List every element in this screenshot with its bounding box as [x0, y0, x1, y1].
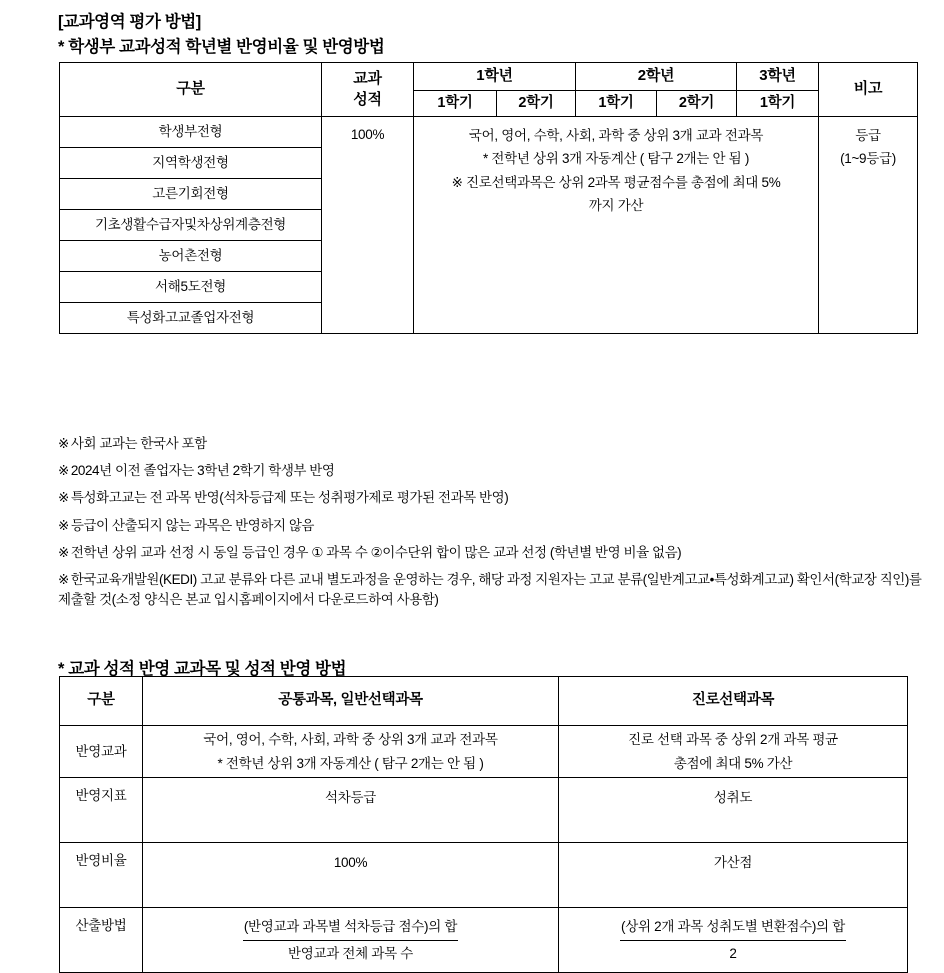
header-career-subjects: 진로선택과목: [559, 677, 908, 726]
note-text: 특성화고교는 전 과목 반영(석차등급제 또는 성취평가제로 평가된 전과목 반영): [70, 490, 509, 506]
detail-line-3: ※ 진로선택과목은 상위 2과목 평균점수를 총점에 최대 5%: [451, 174, 781, 190]
header-grade-1: 1학년: [414, 63, 576, 91]
row-label-nongeochon: 농어촌전형: [60, 241, 322, 272]
cell-biyul-common: 100%: [143, 843, 559, 908]
header-bigo: 비고: [819, 63, 918, 117]
formula-numerator: (반영교과 과목별 석차등급 점수)의 합: [243, 916, 458, 940]
table-row: [60, 726, 908, 778]
row-label-gicho: 기초생활수급자및차상위계층전형: [60, 210, 322, 241]
formula-career: [620, 916, 846, 965]
note-mark-icon: ※: [58, 544, 69, 560]
cell-biyul-career: 가산점: [559, 843, 908, 908]
note-text: 2024년 이전 졸업자는 3학년 2학기 학생부 반영: [70, 463, 335, 479]
row-label-goreun: 고른기회전형: [60, 179, 322, 210]
detail-line-4: 까지 가산: [588, 197, 644, 213]
rowhead-banyeong-biyul: 반영비율: [60, 843, 143, 908]
notes-list: [58, 434, 936, 617]
section-title-grade-ratio: * 학생부 교과성적 학년별 반영비율 및 반영방법: [58, 38, 385, 56]
line-2: 총점에 최대 5% 가산: [673, 755, 793, 771]
row-label-jiyeok: 지역학생전형: [60, 148, 322, 179]
note-text: 사회 교과는 한국사 포함: [70, 436, 207, 451]
cell-jipyo-common: 석차등급: [143, 778, 559, 843]
table-subject-reflection: [59, 676, 908, 973]
table-row: [60, 908, 908, 973]
note-item: [58, 516, 936, 536]
row-label-seohae5do: 서해5도전형: [60, 272, 322, 303]
section-title-subject-method: * 교과 성적 반영 교과목 및 성적 반영 방법: [58, 660, 347, 678]
note-mark-icon: ※: [58, 572, 69, 588]
header-gyogwa-seongjeok: 교과 성적: [322, 63, 414, 117]
note-item: [58, 570, 936, 609]
note-mark-icon: ※: [58, 436, 69, 451]
rowhead-banyeong-jipyo: 반영지표: [60, 778, 143, 843]
header-common-subjects: 공통과목, 일반선택과목: [143, 677, 559, 726]
table-row: [60, 778, 908, 843]
document-title: [교과영역 평가 방법]: [58, 13, 201, 31]
formula-numerator: (상위 2개 과목 성취도별 변환점수)의 합: [620, 916, 846, 940]
header-gubun-2: 구분: [60, 677, 143, 726]
table-header-row: [60, 677, 908, 726]
note-item: [58, 488, 936, 508]
detail-line-1: 국어, 영어, 수학, 사회, 과학 중 상위 3개 교과 전과목: [468, 128, 764, 144]
note-item: [58, 543, 936, 563]
note-mark-icon: ※: [58, 463, 69, 479]
header-g2-term1: 1학기: [576, 90, 657, 117]
table-row: [60, 117, 918, 148]
cell-gyogwa-percent: 100%: [322, 117, 414, 334]
cell-banyeong-common: [143, 726, 559, 778]
row-label-haksaengbu: 학생부전형: [60, 117, 322, 148]
formula-common: [243, 916, 458, 965]
cell-sanchul-career: [559, 908, 908, 973]
line-1: 진로 선택 과목 중 상위 2개 과목 평균: [628, 732, 838, 747]
line-1: 국어, 영어, 수학, 사회, 과학 중 상위 3개 교과 전과목: [203, 732, 498, 747]
note-mark-icon: ※: [58, 490, 69, 506]
note-text: 전학년 상위 교과 선정 시 동일 등급인 경우 ① 과목 수 ②이수단위 합이 많은 교과 선정 (학년별 반영 비율 없음): [70, 544, 682, 560]
note-item: [58, 461, 936, 481]
header-g1-term2: 2학기: [497, 90, 576, 117]
cell-banyeong-career: [559, 726, 908, 778]
note-item: [58, 434, 936, 454]
line-2: * 전학년 상위 3개 자동계산 ( 탐구 2개는 안 됨 ): [217, 755, 484, 771]
detail-line-2: * 전학년 상위 3개 자동계산 ( 탐구 2개는 안 됨 ): [482, 151, 750, 167]
table-header-row-1: [60, 63, 918, 91]
header-grade-2: 2학년: [576, 63, 737, 91]
cell-jipyo-career: 성취도: [559, 778, 908, 843]
row-label-teukseonghwa: 특성화고교졸업자전형: [60, 303, 322, 334]
rowhead-sanchul-bangbeop: 산출방법: [60, 908, 143, 973]
header-g3-term1: 1학기: [737, 90, 819, 117]
header-g1-term1: 1학기: [414, 90, 497, 117]
formula-denominator: 반영교과 전체 과목 수: [287, 945, 414, 961]
note-mark-icon: ※: [58, 517, 69, 533]
cell-bigo-value: [819, 117, 918, 334]
formula-denominator: 2: [729, 945, 737, 961]
header-g2-term2: 2학기: [657, 90, 737, 117]
bigo-line-2: (1~9등급): [840, 151, 896, 167]
bigo-line-1: 등급: [855, 128, 881, 144]
header-grade-3: 3학년: [737, 63, 819, 91]
cell-subject-detail: [414, 117, 819, 334]
header-gubun: 구분: [60, 63, 322, 117]
rowhead-banyeong-gyogwa: 반영교과: [60, 726, 143, 778]
note-text: 한국교육개발원(KEDI) 고교 분류와 다른 교내 별도과정을 운영하는 경우, 해당 과정 지원자는 고교 분류(일반계고교•특성화계고교) 확인서(학교장 직인)를 제출할 것(소정 양식은 본교 입시홈페이지에서 다운로드하여 사용함): [58, 572, 922, 607]
cell-sanchul-common: [143, 908, 559, 973]
table-admission-criteria: [59, 62, 918, 334]
note-text: 등급이 산출되지 않는 과목은 반영하지 않음: [70, 517, 315, 533]
table-row: [60, 843, 908, 908]
